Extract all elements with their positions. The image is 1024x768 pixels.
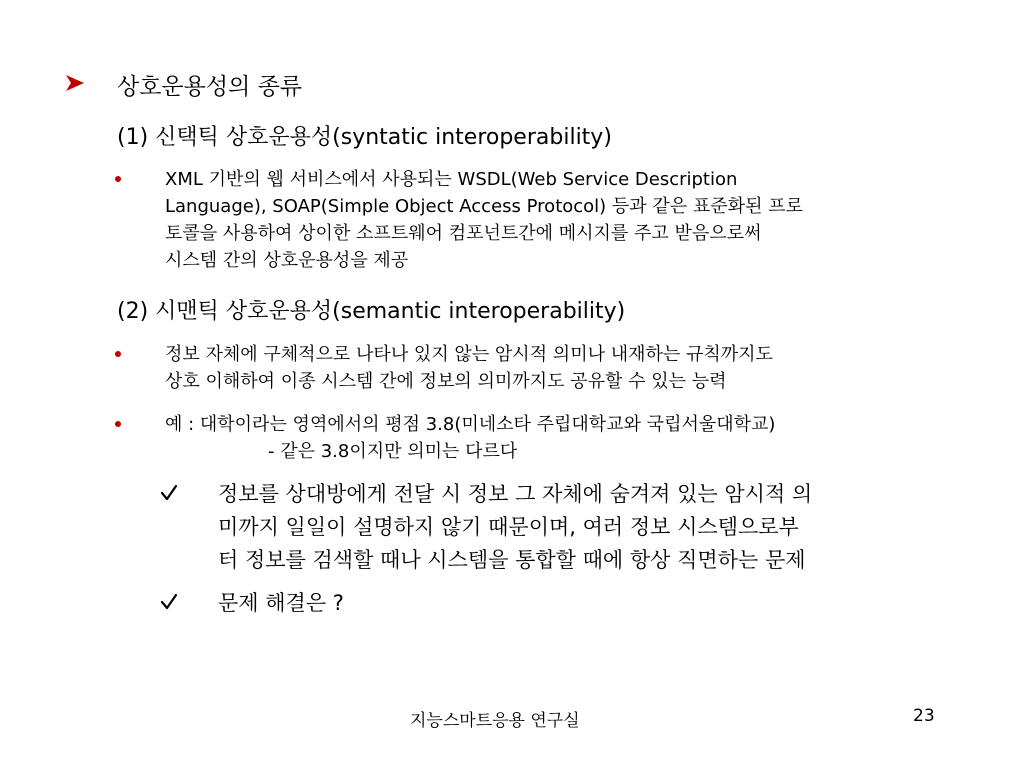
section-heading-syntactic: (1) 신택틱 상호운용성(syntatic interoperability) bbox=[117, 125, 612, 150]
slide-title: 상호운용성의 종류 bbox=[117, 74, 303, 100]
footer-lab-name: 지능스마트응용 연구실 bbox=[410, 711, 580, 731]
check-line: 터 정보를 검색할 때나 시스템을 통합할 때에 항상 직면하는 문제 bbox=[218, 548, 806, 572]
section-heading-semantic: (2) 시맨틱 상호운용성(semantic interoperability) bbox=[117, 299, 626, 324]
check-line: 문제 해결은 ? bbox=[218, 591, 344, 615]
bullet-line: 상호 이해하여 이종 시스템 간에 정보의 의미까지도 공유할 수 있는 능력 bbox=[165, 371, 727, 392]
bullet-line: - 같은 3.8이지만 의미는 다르다 bbox=[268, 441, 518, 462]
bullet-line: 토콜을 사용하여 상이한 소프트웨어 컴포넌트간에 메시지를 주고 받음으로써 bbox=[165, 223, 762, 244]
arrowhead-bullet-icon bbox=[64, 72, 86, 94]
check-line: 정보를 상대방에게 전달 시 정보 그 자체에 숨겨져 있는 암시적 의 bbox=[218, 482, 813, 506]
checkmark-icon bbox=[160, 593, 178, 611]
checkmark-icon bbox=[160, 484, 178, 502]
bullet-line: 예 : 대학이라는 영역에서의 평점 3.8(미네소타 주립대학교와 국립서울대학교) bbox=[165, 414, 776, 435]
bullet-line: XML 기반의 웹 서비스에서 사용되는 WSDL(Web Service Description bbox=[165, 169, 738, 190]
page-number: 23 bbox=[913, 706, 935, 726]
bullet-line: Language), SOAP(Simple Object Access Protocol) 등과 같은 표준화된 프로 bbox=[165, 196, 803, 217]
bullet-dot-icon bbox=[115, 421, 121, 427]
bullet-line: 시스템 간의 상호운용성을 제공 bbox=[165, 250, 409, 271]
bullet-dot-icon bbox=[115, 351, 121, 357]
bullet-dot-icon bbox=[115, 176, 121, 182]
bullet-line: 정보 자체에 구체적으로 나타나 있지 않는 암시적 의미나 내재하는 규칙까지도 bbox=[165, 344, 773, 365]
check-line: 미까지 일일이 설명하지 않기 때문이며, 여러 정보 시스템으로부 bbox=[218, 515, 799, 539]
